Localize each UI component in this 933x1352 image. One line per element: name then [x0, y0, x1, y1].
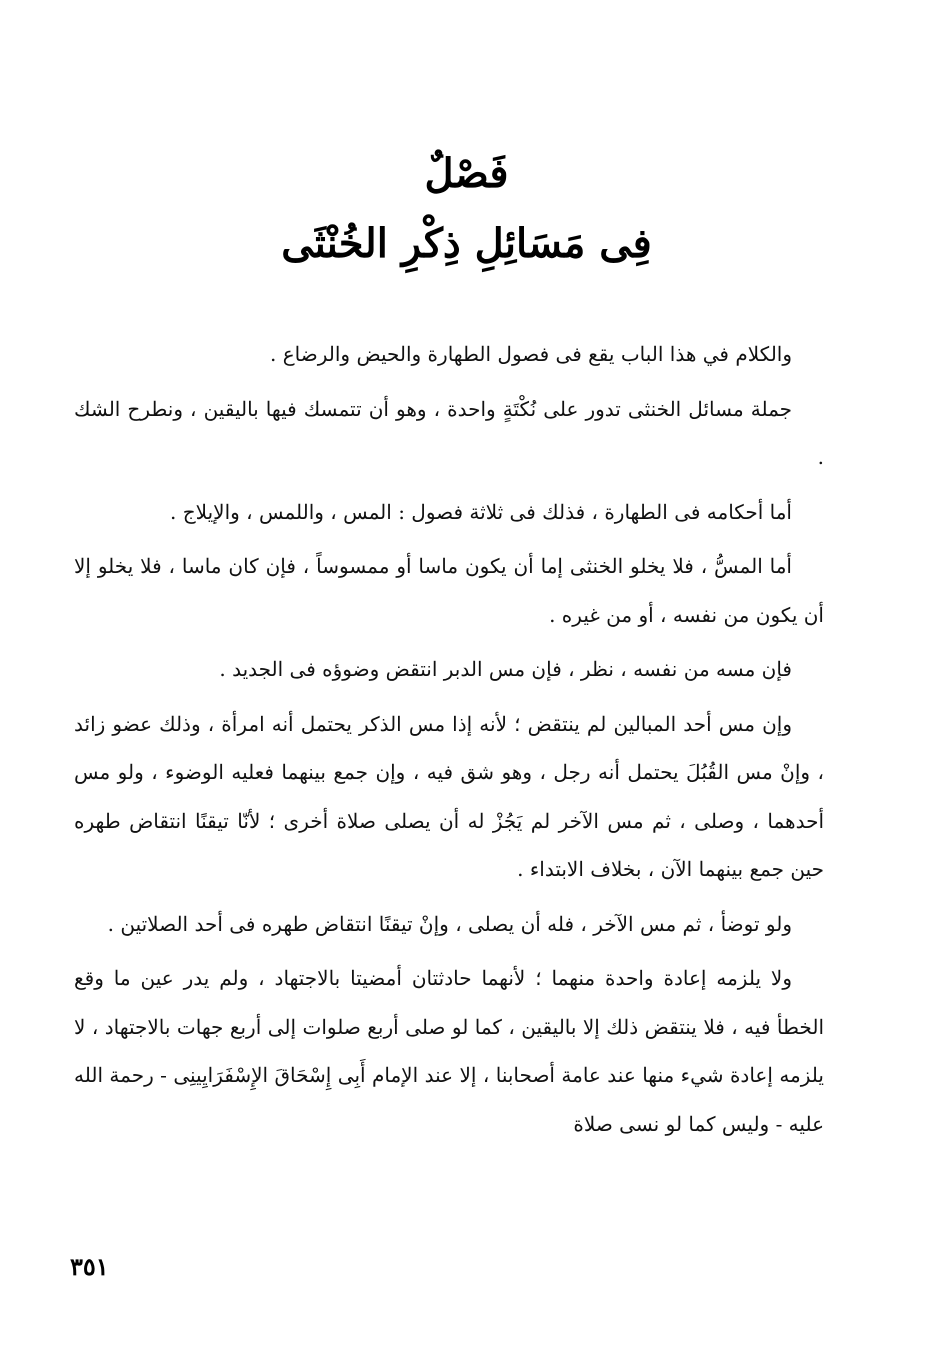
paragraph: أما أحكامه فى الطهارة ، فذلك فى ثلاثة فصول : المس ، واللمس ، والإيلاج . — [170, 499, 792, 524]
paragraph: ولو توضأ ، ثم مس الآخر ، فله أن يصلى ، وإنْ تيقنًا انتقاض طهره فى أحد الصلاتين . — [107, 911, 792, 936]
body-text — [74, 330, 824, 1154]
paragraph: فإن مسه من نفسه ، نظر ، فإن مس الدبر انتقض وضوؤه فى الجديد . — [219, 657, 792, 681]
section-title: فَصْلٌ — [424, 150, 509, 197]
paragraph: ولا يلزمه إعادة واحدة منهما ؛ لأنهما حادثتان أمضيتا بالاجتهاد ، ولم يدر عين ما وقع الخطأ فيه ، فلا ينتقض ذلك إلا باليقين ، كما لو صلى أربع صلوات إلى أربع جهات بالاجتهاد ، لا يلزمه إعادة شيء منها عند عامة أصحابنا ، إلا عند الإمام أَبِى إِسْحَاقَ الإِسْفَرَايِينِى - رحمة الله عليه - وليس كما لو نسى صلاة — [74, 966, 824, 1136]
paragraph: وإن مس أحد المبالين لم ينتقض ؛ لأنه إذا مس الذكر يحتمل أنه امرأة ، وذلك عضو زائد ، وإنْ مس القُبُلَ يحتمل أنه رجل ، وهو شق فيه ، وإن جمع بينهما فعليه الوضوء ، ولو مس أحدهما ، وصلى ، ثم مس الآخر لم يَجُزْ له أن يصلى صلاة أخرى ؛ لأنّا تيقنًا انتقاض طهره حين جمع بينهما الآن ، بخلاف الابتداء . — [74, 711, 824, 881]
paragraph: جملة مسائل الخنثى تدور على نُكْتَةٍ واحدة ، وهو أن تتمسك فيها باليقين ، ونطرح الشك . — [74, 396, 824, 469]
section-subtitle: فِى مَسَائِلِ ذِكْرِ الخُنْثَى — [281, 220, 652, 267]
page-number: ٣٥١ — [70, 1252, 109, 1281]
paragraph: أما المسُّ ، فلا يخلو الخنثى إما أن يكون ماسا أو ممسوساً ، فإن كان ماسا ، فلا يخلو إلا أن يكون من نفسه ، أو من غيره . — [74, 554, 824, 627]
paragraph: والكلام في هذا الباب يقع فى فصول الطهارة والحيض والرضاع . — [270, 342, 792, 366]
